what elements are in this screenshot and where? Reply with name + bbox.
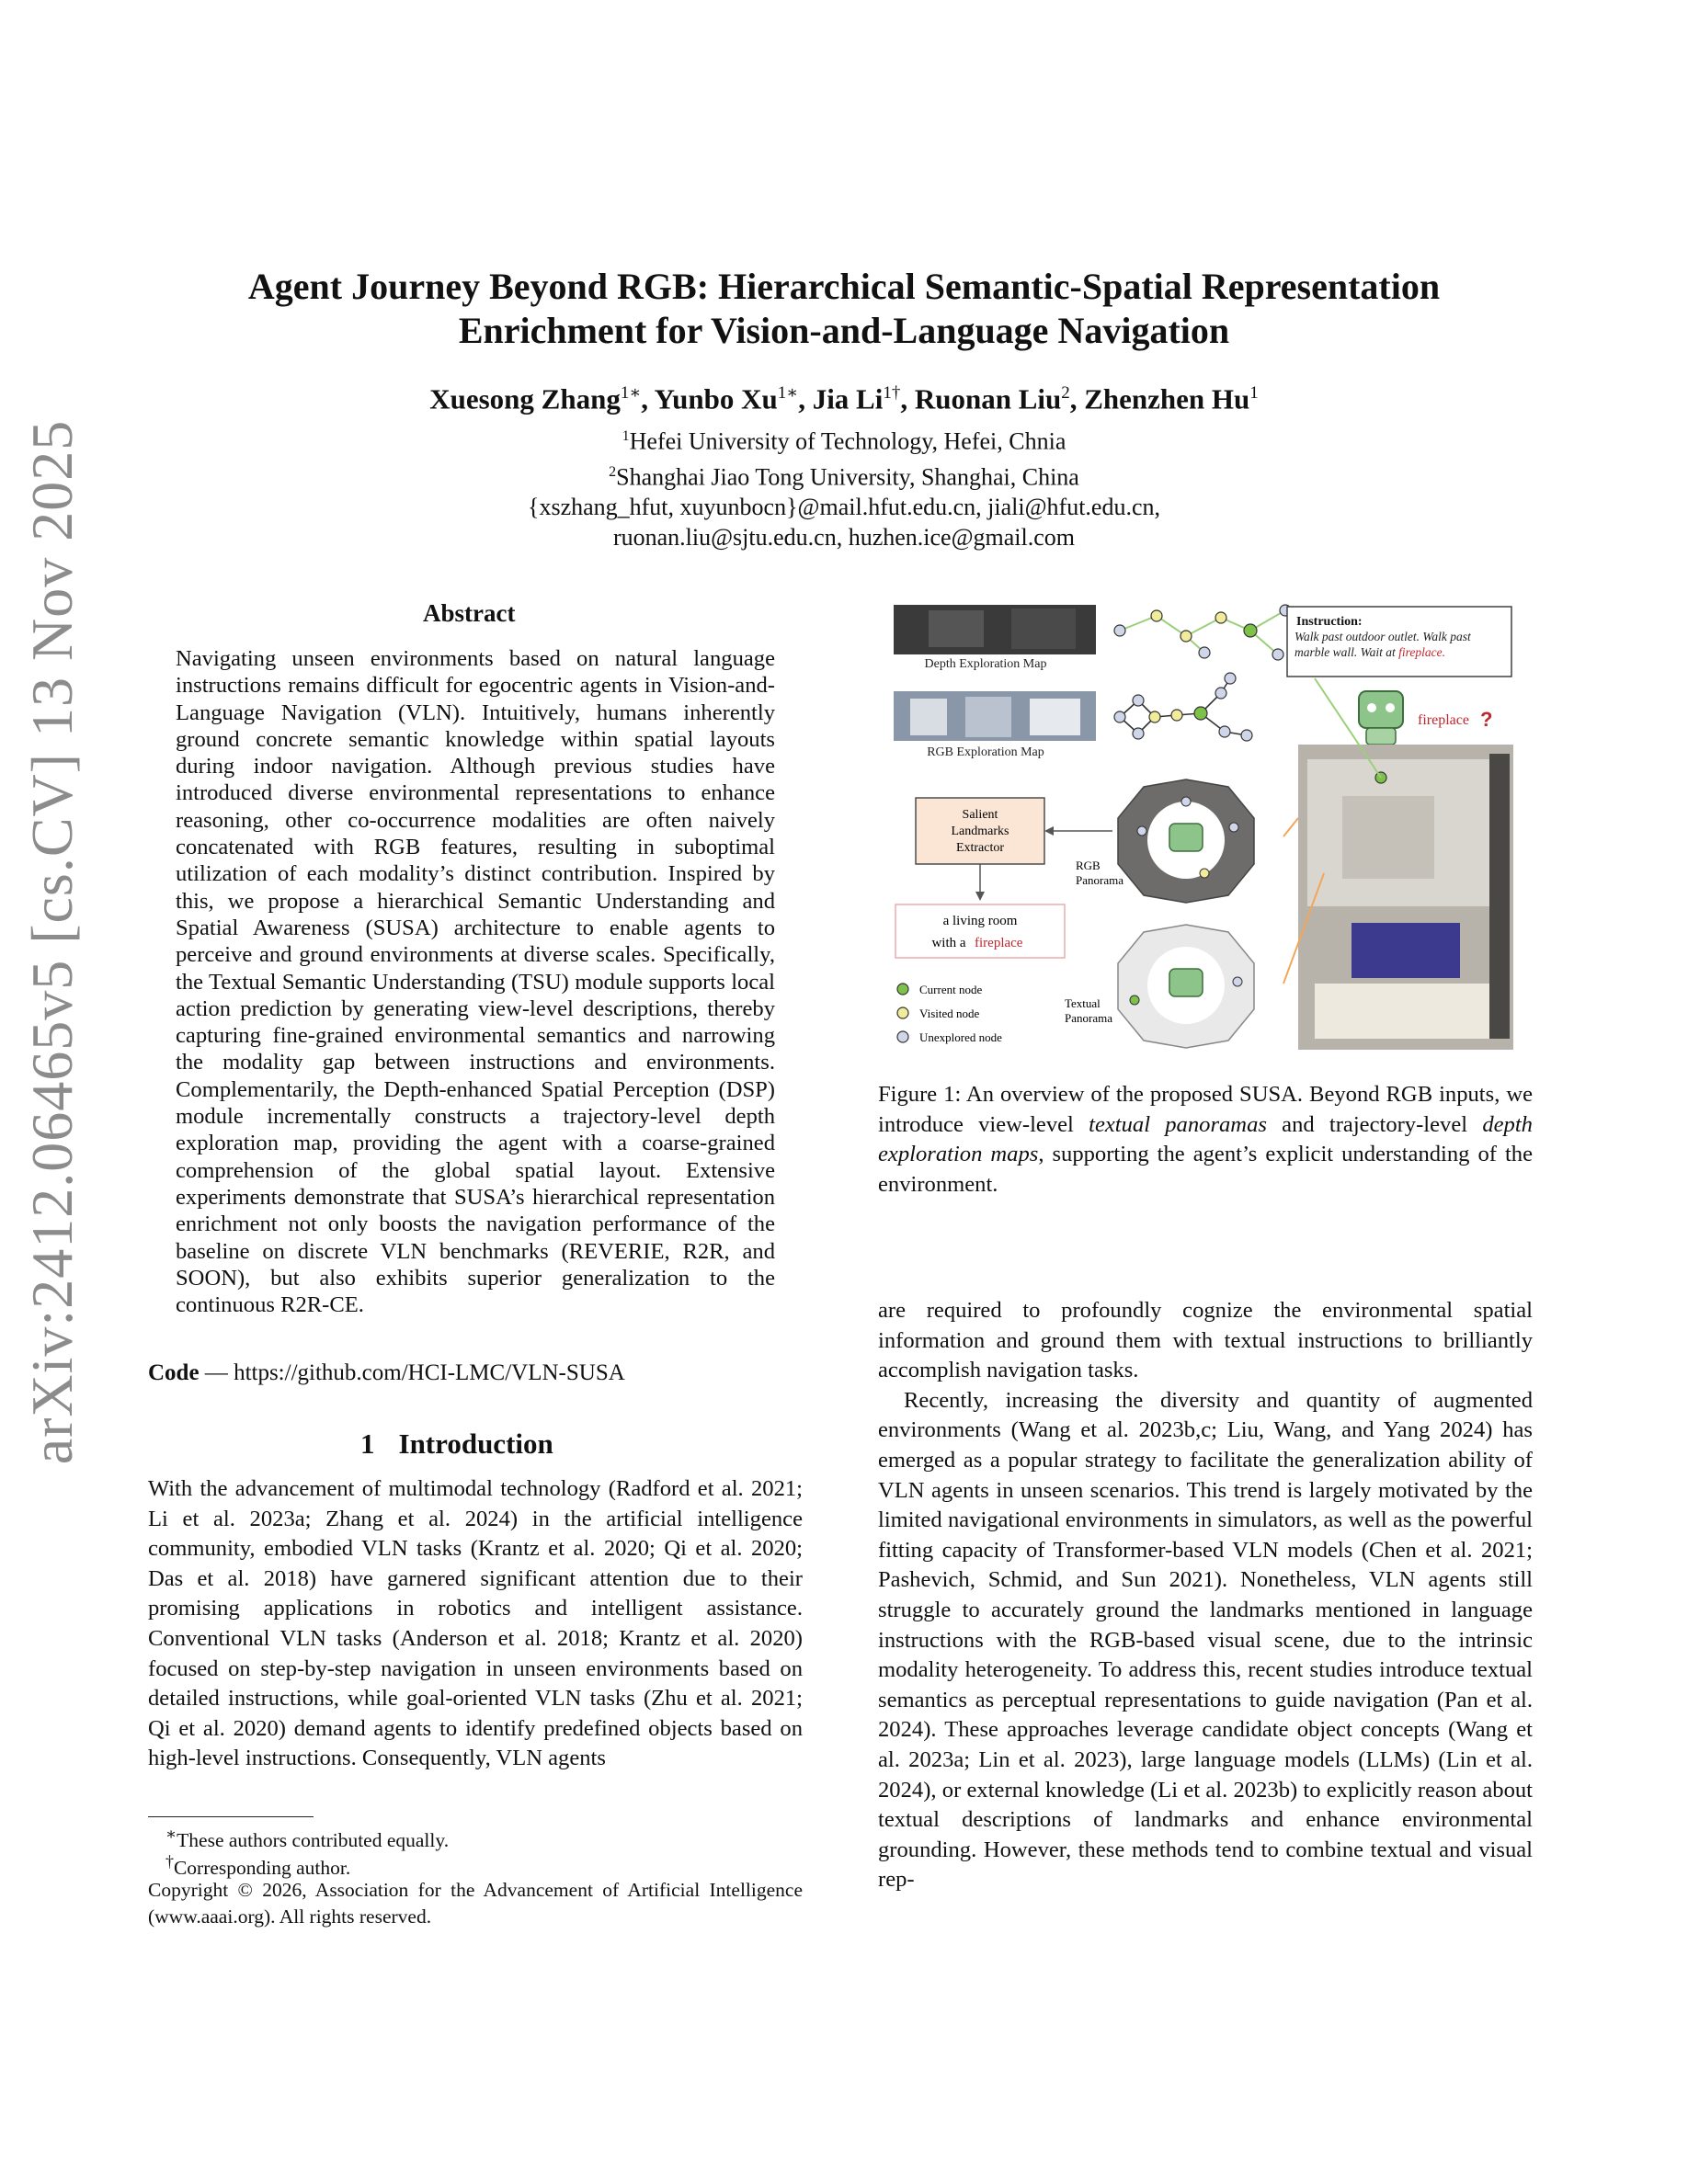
footnote-mark: ∗ xyxy=(165,1825,177,1843)
instruction-label: Instruction: xyxy=(1296,615,1363,629)
fireplace-label: fireplace xyxy=(1418,712,1469,728)
author-mark: 1∗ xyxy=(620,383,642,403)
abstract-body: Navigating unseen environments based on natural language instructions remains difficult for egocentric agents in Vision-and-Language Navigation (VLN). Intuitively, humans inherently ground concrete semantic knowledge within spatial layouts during indoor navigation. Although previous studies have introduced diverse environmental representations to enhance reasoning, other co-occurrence modalities are often naively concatenated with RGB features, resulting in suboptimal utilization of each modality’s distinct contribution. Inspired by this, we propose a hierarchical Semantic Understanding and Spatial Awareness (SUSA) architecture to enable agents to perceive and ground environments at diverse scales. Specifically, the Textual Semantic Understanding (TSU) module supports local action prediction by generating view-level descriptions, thereby capturing fine-grained environmental semantics and narrowing the modality gap between instructions and environments. Complementarily, the Depth-enhanced Spatial Perception (DSP) module incrementally constructs a trajectory-level depth exploration map, providing the agent with a coarse-grained comprehension of the global spatial layout. Extensive experiments demonstrate that SUSA’s hierarchical representation enrichment not only boosts the navigation performance of the baseline on discrete VLN benchmarks (REVERIE, R2R, and SOON), but also exhibits superior generalization to the continuous R2R-CE. xyxy=(176,646,775,1318)
rgb-map-label: RGB Exploration Map xyxy=(927,745,1044,759)
title-line-2: Enrichment for Vision-and-Language Navigation xyxy=(458,310,1230,351)
depth-graph-nodes xyxy=(1114,605,1291,660)
intro-paragraph: With the advancement of multimodal technology (Radford et al. 2021; Li et al. 2023a; Zhang et al. 2024) in the artificial intelligence community, embodied VLN tasks (Krantz et al. 2020; Qi et al. 2020; Das et al. 2018) have garnered significant attention due to their promising applications in robotics and intelligent assistance. Conventional VLN tasks (Anderson et al. 2018; Krantz et al. 2020) focused on step-by-step navigation in unseen environments based on detailed instructions, while goal-oriented VLN tasks (Zhu et al. 2021; Qi et al. 2020) demand agents to identify predefined objects based on high-level instructions. Consequently, VLN agents xyxy=(148,1476,803,1771)
emails-line-2: ruonan.liu@sjtu.edu.cn, huzhen.ice@gmail.com xyxy=(612,524,1076,552)
caption-part: , supporting the agent’s explicit understanding of the environment. xyxy=(878,1142,1533,1197)
description-line-1: a living room xyxy=(942,914,1018,928)
right-column-text xyxy=(878,1296,1533,1895)
figure-overview xyxy=(883,597,1526,1057)
paper-title xyxy=(138,265,1550,353)
footnote-rule xyxy=(148,1816,314,1817)
affiliation-text: Shanghai Jiao Tong University, Shanghai, China xyxy=(616,463,1079,491)
affiliation-mark: 1 xyxy=(622,428,630,444)
author-name: Jia Li xyxy=(812,382,884,415)
footnote-text: Corresponding author. xyxy=(173,1857,351,1880)
affiliation-text: Hefei University of Technology, Hefei, Chnia xyxy=(629,427,1066,455)
caption-emphasis: textual panoramas xyxy=(1089,1111,1267,1137)
affiliation-2 xyxy=(138,457,1550,493)
section-heading xyxy=(360,1428,553,1461)
arxiv-side-stamp: arXiv:2412.06465v5 [cs.CV] 13 Nov 2025 xyxy=(19,419,85,1465)
figure-caption xyxy=(878,1080,1533,1200)
paragraph: are required to profoundly cognize the environmental spatial information and ground them with textual instructions to brilliantly accomplish navigation tasks. xyxy=(878,1298,1533,1383)
robot-agent-icon xyxy=(1359,691,1403,745)
legend-current-label: Current node xyxy=(919,983,983,996)
description-line-2: with a xyxy=(931,936,966,950)
instruction-text-holder xyxy=(1295,629,1508,675)
section-title: Introduction xyxy=(398,1428,553,1460)
code-line xyxy=(148,1360,625,1386)
rgb-panorama-ring xyxy=(1118,779,1254,903)
textual-panorama-label-2: Panorama xyxy=(1065,1011,1112,1025)
author-mark: 2 xyxy=(1061,383,1070,403)
author-name: Zhenzhen Hu xyxy=(1084,382,1250,415)
rgb-panorama-label-1: RGB xyxy=(1076,859,1101,872)
instruction-text: Walk past outdoor outlet. Walk past marble wall. Wait at xyxy=(1295,630,1471,659)
emails-line-1: {xszhang_hfut, xuyunbocn}@mail.hfut.edu.cn, jiali@hfut.edu.cn, xyxy=(527,494,1161,521)
extractor-line-1: Salient xyxy=(962,808,998,822)
rgb-panorama-label-2: Panorama xyxy=(1076,873,1123,887)
caption-part: and trajectory-level xyxy=(1282,1111,1468,1137)
author-name: Ruonan Liu xyxy=(914,382,1062,415)
caption-emphasis: depth exploration maps xyxy=(878,1111,1533,1167)
copyright-notice: Copyright © 2026, Association for the Advancement of Artificial Intelligence (www.aaai.org). All rights reserved. xyxy=(148,1879,803,1928)
description-target: fireplace xyxy=(975,936,1023,950)
author-mark: 1 xyxy=(1249,383,1259,403)
affiliations xyxy=(138,421,1550,552)
author-list: Xuesong Zhang$^{1∗}$, Yunbo $Xu^{1∗}$, Jia $Li^{1\dagger}$, Ruonan Liu$^2$, Zhenzhen Hu$^1$ xyxy=(429,382,1259,415)
legend-current-icon xyxy=(897,984,908,995)
author-mark: 1∗ xyxy=(777,383,799,403)
textual-panorama-ring xyxy=(1118,925,1254,1048)
legend-visited-label: Visited node xyxy=(919,1007,980,1020)
instruction-target: fireplace. xyxy=(1398,645,1445,659)
abstract-heading: Abstract xyxy=(423,599,516,627)
author-name: Xuesong Zhang xyxy=(429,382,621,415)
author-name: Yunbo Xu xyxy=(654,382,778,415)
floor-plan-image xyxy=(1298,745,1513,1050)
extractor-line-3: Extractor xyxy=(955,841,1005,855)
paragraph: Recently, increasing the diversity and quantity of augmented environments (Wang et al. 2023b,c; Liu, Wang, and Yang 2024) has emerged as a popular strategy to facilitate the generalization ability of VLN agents in unseen scenarios. This trend is largely motivated by the limited navigational environments in simulators, as well as the powerful fitting capacity of Transformer-based VLN models (Chen et al. 2021; Pashevich, Schmid, and Sun 2021). Nonetheless, VLN agents still struggle to accurately ground the landmarks mentioned in language instructions with the RGB-based visual scene, due to the intrinsic modality heterogeneity. To address this, recent studies introduce textual semantics as perceptual representations to guide navigation (Pan et al. 2024). These approaches leverage candidate object concepts (Wang et al. 2023a; Lin et al. 2023), large language models (LLMs) (Lin et al. 2024), or external knowledge (Li et al. 2023b) to explicitly reason about textual descriptions of landmarks and enhance environmental grounding. However, these methods tend to combine textual and visual rep- xyxy=(878,1387,1533,1893)
section-number: 1 xyxy=(360,1428,375,1460)
extractor-line-2: Landmarks xyxy=(951,825,1009,838)
textual-panorama-label-1: Textual xyxy=(1065,996,1101,1010)
affiliation-1 xyxy=(138,421,1550,457)
question-mark-icon: ? xyxy=(1480,708,1493,731)
depth-map-label: Depth Exploration Map xyxy=(924,657,1047,671)
code-label: Code xyxy=(148,1360,200,1385)
code-link[interactable]: — https://github.com/HCI-LMC/VLN-SUSA xyxy=(199,1360,625,1385)
legend-unexplored-icon xyxy=(897,1031,908,1042)
footnote-text: These authors contributed equally. xyxy=(177,1829,450,1852)
legend-unexplored-label: Unexplored node xyxy=(919,1030,1002,1044)
title-line-1: Agent Journey Beyond RGB: Hierarchical Semantic-Spatial Representation xyxy=(247,266,1441,307)
rgb-graph-nodes xyxy=(1114,673,1252,741)
footnote-mark: † xyxy=(165,1852,174,1871)
affiliation-mark: 2 xyxy=(609,463,617,480)
legend-visited-icon xyxy=(897,1007,908,1018)
author-mark: 1† xyxy=(883,383,901,403)
caption-part: Figure 1: An overview of the proposed SUSA. Beyond RGB inputs, we introduce view-level xyxy=(878,1082,1533,1137)
